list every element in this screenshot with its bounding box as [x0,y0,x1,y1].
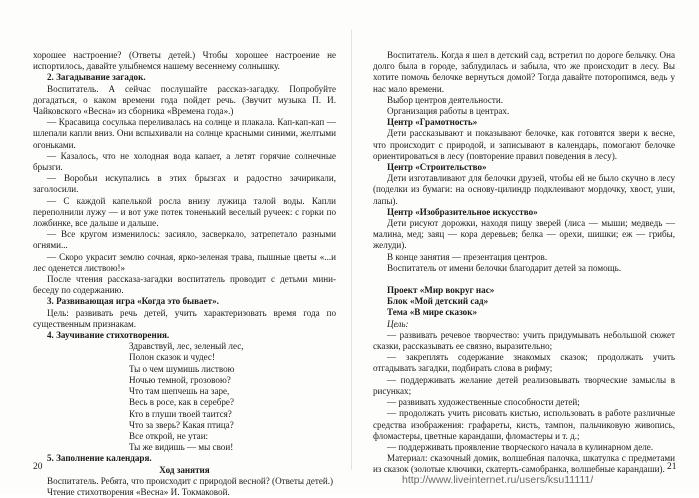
paragraph: Воспитатель от имени белочки благодарит детей за помощь. [387,262,622,273]
poem-line: Полон сказок и чудес! [129,352,215,363]
poem-line: Все открой, не утаи: [129,430,209,441]
page-number-left: 20 [33,462,43,472]
paragraph: Цель: развивать речь детей, учить характеризовать время года по существенным признакам. [33,307,336,329]
section-heading: Центр «Грамотность» [387,117,478,128]
poem-line: Ты о чем шумишь листвою [129,363,235,374]
paragraph: — поддерживать проявление творческого начала в кулинарном деле. [387,441,654,452]
watermark-url: http://www.liveinternet.ru/users/ksu11111/ [402,474,594,486]
paragraph: Дети рассказывают и показывают белочке, как готовятся звери к весне, что происходит с природой, и записывают в календарь, помогают белочке ориентироваться в лесу (повторение правил поведения в лесу). [373,128,675,161]
paragraph: Дети рисуют дорожки, находя пищу зверей (лиса — мыши; медведь — малина, мед; заяц — кора деревьев; белка — орехи, шишки; еж — грибы, желуди). [373,218,675,251]
section-heading: 3. Развивающая игра «Когда это бывает». [47,296,219,307]
paragraph: хорошее настроение? (Ответы детей.) Чтобы хорошее настроение не испортилось, давайте улыбнемся нашему весеннему солнышку. [33,50,336,72]
paragraph: Воспитатель. А сейчас послушайте рассказ-загадку. Попробуйте догадаться, о каком времени года пойдет речь. (Звучит музыка П. И. Чайковского «Весна» из сборника «Времена года».) [33,83,336,117]
paragraph: Воспитатель. Ребята, что происходит с природой весной? (Ответы детей.) [47,475,334,486]
paragraph: В конце занятия — презентация центров. [387,251,548,262]
section-heading: 5. Заполнение календаря. [47,453,152,464]
spacer [373,274,675,285]
section-heading: Центр «Изобразительное искусство» [387,206,538,217]
section-heading: 4. Заучивание стихотворения. [47,330,170,341]
section-heading: Тема «В мире сказок» [387,307,478,318]
paragraph: — С каждой капелькой росла внизу лужица талой воды. Капли переполнили лужу — и вот уже потек тоненький веселый ручеек: с горки по ложбинке, все дальше и дальше. [33,195,336,229]
paragraph: — развивать художественные способности детей; [387,397,580,408]
section-heading: 2. Загадывание загадок. [47,72,146,83]
poem-line: Здравствуй, лес, зеленый лес, [129,341,244,352]
poem-line: Кто в глуши твоей таится? [129,408,232,419]
paragraph: После чтения рассказа-загадки воспитатель проводит с детьми мини-беседу по содержанию. [33,274,336,296]
paragraph: — развивать речевое творчество: учить придумывать небольшой сюжет сказки, рассказывать ее связно, выразительно; [373,329,675,352]
poem-line: Ты же видишь — мы свои! [129,442,234,453]
page-number-right: 21 [667,462,677,472]
paragraph: — Скоро украсит землю сочная, ярко-зеленая трава, пышные цветы «...и лес оденется листвою!» [33,251,336,273]
paragraph: — Казалось, что не холодная вода капает, а летят горячие солнечные брызги. [33,150,336,173]
paragraph: Воспитатель. Когда я шел в детский сад, встретил по дороге бельчку. Она долго была в городе, заблудилась и забыла, что же происходит в лесу. Вы хотите помочь белочке вернуться домой? Тогда давайте поторопимся, ведь у нас мало времени. [373,50,675,94]
paragraph: Дети изготавливают для белочки друзей, чтобы ей не было скучно в лесу (поделки из бумаги: на основу-цилиндр подклеивают мордочку, хвост, уши, лапы). [373,173,675,206]
section-heading: Блок «Мой детский сад» [387,296,489,307]
page-gutter [351,30,352,470]
poem [129,341,336,453]
paragraph: Чтение стихотворения «Весна» И. Токмаковой. [47,486,230,497]
poem-line: Весь в росе, как в серебре? [129,397,234,408]
paragraph: — поддерживать желание детей реализовывать творческие замыслы в рисунках; [373,374,675,396]
poem-line: Что за зверь? Какая птица? [129,419,234,430]
paragraph: Выбор центров деятельности. [387,94,504,105]
paragraph: Цель: [387,318,409,329]
paragraph: — Красавица сосулька переливалась на солнце и плакала. Кап-кап-кап — шлепали капли вниз. Они вспыхивали на солнце красными синими, желтыми огоньками. [33,117,336,150]
paragraph: — продолжать учить рисовать кистью, использовать в работе различные средства изображения: графареты, кисть, тампон, пальчиковую живопись, фломастеры, цветные карандаши, фломастеры и т. д.; [373,408,675,441]
paragraph: — Воробьи искупались в этих брызгах и радостно зачирикали, заголосили. [33,173,336,195]
paragraph: — Все кругом изменилось: засияло, засверкало, затрепетало разными огнями... [33,229,336,251]
centered-heading: Ход занятия [159,464,210,475]
section-heading: Проект «Мир вокруг нас» [387,285,495,296]
right-page [373,50,675,476]
left-page [33,50,336,498]
poem-line: Что там шепчешь на заре, [129,386,230,397]
paragraph: — закреплять содержание знакомых сказок; продолжать учить отгадывать загадки, подбирать слова в рифму; [373,352,675,374]
paragraph: Организация работы в центрах. [387,106,510,117]
poem-line: Ночью темной, грозовою? [129,374,231,385]
section-heading: Центр «Строительство» [387,162,487,173]
paragraph: Материал: сказочный домик, волшебная палочка, шкатулка с предметами из сказок (золотые ключики, скатерть-самобранка, волшебные карандаши). [373,453,675,475]
